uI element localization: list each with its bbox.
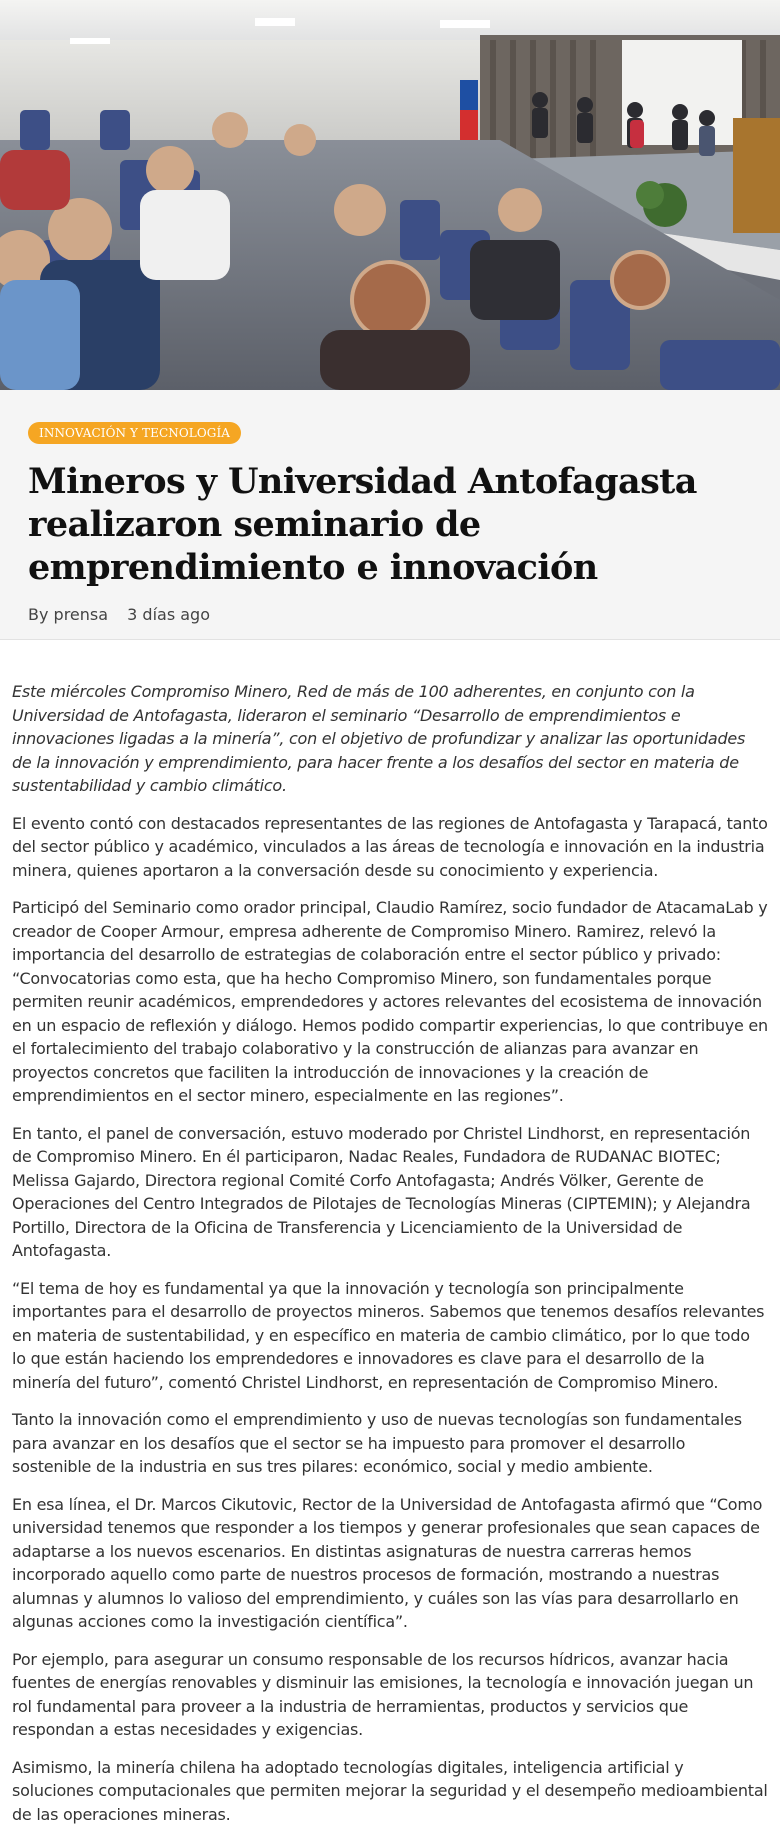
article-title: Mineros y Universidad Antofagasta realizaron seminario de emprendimiento e innovación — [28, 460, 752, 589]
article-meta — [28, 605, 752, 624]
author-byline[interactable]: By prensa — [28, 605, 108, 624]
article-header — [0, 390, 780, 640]
article-paragraph: Participó del Seminario como orador principal, Claudio Ramírez, socio fundador de AtacamaLab y creador de Cooper Armour, empresa adherente de Compromiso Minero. Ramirez, relevó la importancia del desarrollo de estrategias de colaboración entre el sector público y privado: “Convocatorias como esta, que ha hecho Compromiso Minero, son fundamentales porque permiten reunir académicos, emprendedores y actores relevantes del ecosistema de innovación en un espacio de reflexión y diálogo. Hemos podido compartir experiencias, lo que contribuye en el fortalecimiento del trabajo colaborativo y la construcción de alianzas para avanzar en proyectos concretos que faciliten la introducción de innovaciones y la creación de emprendimientos en el sector minero, especialmente en las regiones”. — [12, 896, 768, 1108]
category-badge[interactable]: INNOVACIÓN Y TECNOLOGÍA — [28, 422, 241, 444]
hero-image — [0, 0, 780, 390]
article-paragraph: El evento contó con destacados representantes de las regiones de Antofagasta y Tarapacá, tanto del sector público y académico, vinculados a las áreas de tecnología e innovación en la industria minera, quienes aportaron a la conversación desde su conocimiento y experiencia. — [12, 812, 768, 883]
article-paragraph: Tanto la innovación como el emprendimiento y uso de nuevas tecnologías son fundamentales para avanzar en los desafíos que el sector se ha impuesto para promover el desarrollo sostenible de la industria en sus tres pilares: económico, social y medio ambiente. — [12, 1408, 768, 1479]
article-paragraph: En esa línea, el Dr. Marcos Cikutovic, Rector de la Universidad de Antofagasta afirmó que “Como universidad tenemos que responder a los tiempos y generar profesionales que sean capaces de adaptarse a los nuevos escenarios. En distintas asignaturas de nuestra carreras hemos incorporado aquello como parte de nuestros procesos de formación, mostrando a nuestras alumnas y alumnos lo valioso del emprendimiento, y cuáles son las vías para desarrollarlo en algunas acciones como la investigación científica”. — [12, 1493, 768, 1634]
seminar-audience-photo — [0, 0, 780, 390]
article-paragraph: “El tema de hoy es fundamental ya que la innovación y tecnología son principalmente importantes para el desarrollo de proyectos mineros. Sabemos que tenemos desafíos relevantes en materia de sustentabilidad, y en específico en materia de cambio climático, por lo que todo lo que están haciendo los emprendedores e innovadores es clave para el desarrollo de la minería del futuro”, comentó Christel Lindhorst, en representación de Compromiso Minero. — [12, 1277, 768, 1395]
publish-date: 3 días ago — [127, 605, 210, 624]
article-paragraph: Por ejemplo, para asegurar un consumo responsable de los recursos hídricos, avanzar hacia fuentes de energías renovables y disminuir las emisiones, la tecnología e innovación juegan un rol fundamental para proveer a la industria de herramientas, productos y servicios que respondan a estas necesidades y exigencias. — [12, 1648, 768, 1742]
article-lead-paragraph: Este miércoles Compromiso Minero, Red de más de 100 adherentes, en conjunto con la Universidad de Antofagasta, lideraron el seminario “Desarrollo de emprendimientos e innovaciones ligadas a la minería”, con el objetivo de profundizar y analizar las oportunidades de la innovación y emprendimiento, para hacer frente a los desafíos del sector en materia de sustentabilidad y cambio climático. — [12, 680, 768, 798]
article-paragraph: Asimismo, la minería chilena ha adoptado tecnologías digitales, inteligencia artificial y soluciones computacionales que permiten mejorar la seguridad y el desempeño medioambiental de las operaciones mineras. — [12, 1756, 768, 1826]
article-paragraph: En tanto, el panel de conversación, estuvo moderado por Christel Lindhorst, en representación de Compromiso Minero. En él participaron, Nadac Reales, Fundadora de RUDANAC BIOTEC; Melissa Gajardo, Directora regional Comité Corfo Antofagasta; Andrés Völker, Gerente de Operaciones del Centro Integrados de Pilotajes de Tecnologías Mineras (CIPTEMIN); y Alejandra Portillo, Directora de la Oficina de Transferencia y Licenciamiento de la Universidad de Antofagasta. — [12, 1122, 768, 1263]
article-body — [0, 640, 780, 1826]
